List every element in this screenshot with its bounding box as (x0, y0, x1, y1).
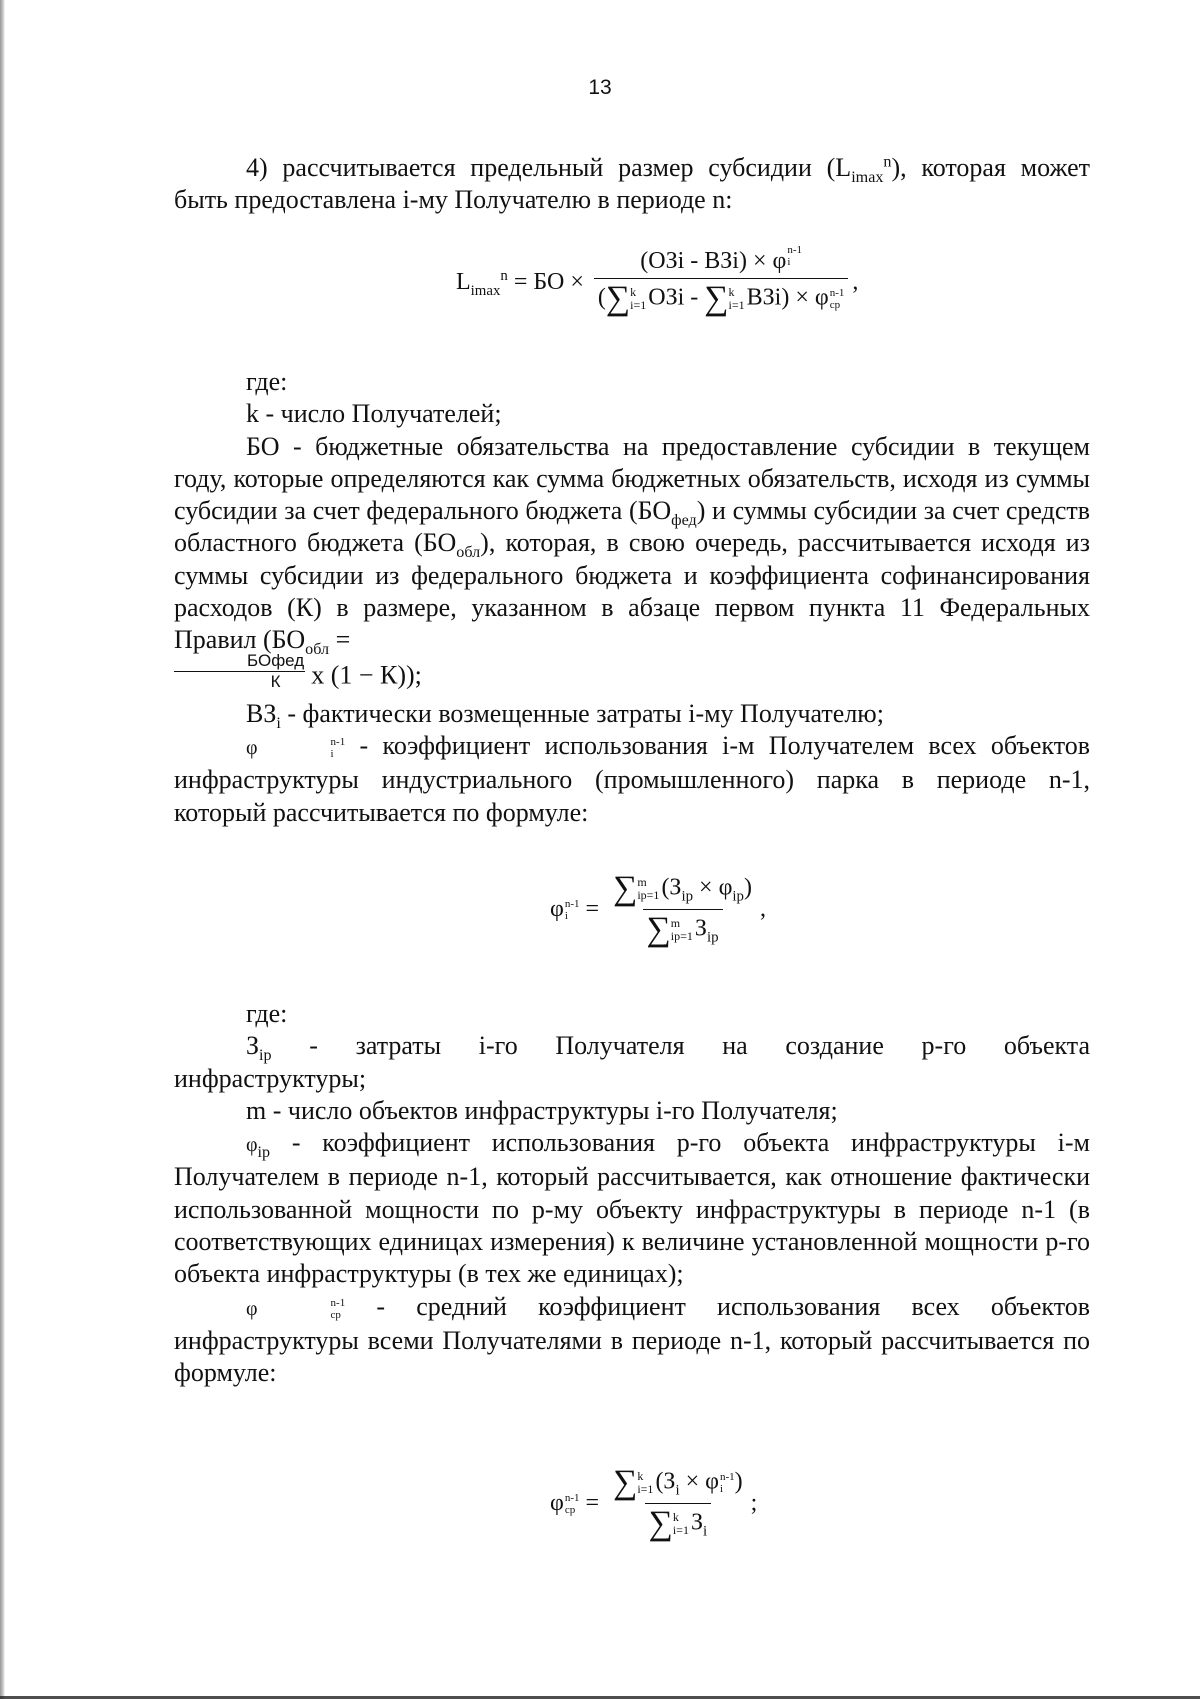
f2-lhs: φ n-1 i (550, 896, 580, 923)
f3-trail: ; (750, 1490, 758, 1516)
definitions-block-1 (174, 366, 1090, 829)
k-definition: k - число Получателей; (246, 399, 502, 429)
f1-fraction (594, 244, 848, 317)
formula-limit (456, 244, 859, 317)
p4-sup: n (883, 153, 892, 171)
f2-fraction (609, 872, 756, 947)
f3-lhs: φ n-1 ср (550, 1490, 580, 1517)
f2-eq: = (579, 896, 606, 922)
phi-i-definition: φ n-1 i - коэффициент использования i-м Получателем всех объектов инфраструктуры индустриального (промышленного) парка в периоде n-1, который рассчитывается по формуле: (174, 730, 1090, 827)
where-label-1: где: (246, 367, 288, 396)
f3-eq: = (579, 1490, 606, 1516)
vz-definition: $ВЗ_i$ - фактически возмещенные затраты i-му Получателю; (246, 698, 884, 732)
bo-definition: БО - бюджетные обязательства на предоставление субсидии в текущем году, которые определяются как сумма бюджетных обязательств, исходя из суммы субсидии за счет федерального бюджета $(БО_{фед})$ и суммы субсидии за счет средств областного бюджета $(БО_{обл})$, которая, в свою очередь, рассчитывается исходя из суммы субсидии из федерального бюджета и коэффициента софинансирования расходов (К) в размере, указанном в абзаце первом пункта 11 Федеральных Правил ($БО_{обл}$ = БОфед К х (1 − К)); (174, 431, 1091, 691)
p4-text-b: ), которая может быть предоставлена i-му Получателю в периоде n: (174, 153, 1090, 215)
m-definition: m - число объектов инфраструктуры i-го Получателя; (246, 1095, 838, 1125)
f1-numerator: (ОЗi - ВЗi) × φ n-1 i (640, 244, 803, 274)
f3-fraction (609, 1466, 747, 1541)
f1-trail: , (852, 268, 859, 295)
p4-sub: imax (851, 169, 884, 187)
p4-text-a: 4) рассчитывается предельный размер субсидии (L (246, 153, 852, 182)
z-definition: $З_{ip}$ - затраты i-го Получателя на создание p-го объекта (246, 1031, 1090, 1065)
f3-numerator: ∑ k i=1 ($З_i \times \varphi$ n-1 i ) (613, 1464, 743, 1501)
phi-ip-definition: $\varphi_{ip}$ - коэффициент использования p-го объекта инфраструктуры i-м Получателем в периоде n-1, который рассчитывается, как отношение фактически использованной мощности по p-му объекту инфраструктуры в периоде n-1 (в соответствующих единицах измерения) к величине установленной мощности p-го объекта инфраструктуры (в тех же единицах); (174, 1128, 1090, 1289)
f1-lhs: $L_{imax}^n$ (456, 267, 508, 299)
f3-denominator: ∑ k i=1 $З_i$ (645, 1503, 712, 1541)
page-number: 13 (588, 76, 612, 99)
f1-eq: = БО × (507, 268, 590, 295)
where-label-2: где: (246, 999, 288, 1028)
phi-sr-definition: φ n-1 ср - средний коэффициент использования всех объектов инфраструктуры всеми Получателями в периоде n-1, который рассчитывается по формуле: (174, 1291, 1090, 1388)
paragraph-4 (174, 152, 1090, 217)
bo-fraction: БОфед К (174, 651, 305, 692)
f2-numerator: ∑ m ip=1 $(З_{ip} \times \varphi_{ip})$ (613, 870, 752, 907)
definitions-block-2 (174, 998, 1090, 1390)
scan-left-edge (0, 0, 5, 1699)
formula-phi-i (550, 872, 766, 947)
f2-trail: , (760, 896, 766, 922)
f1-denominator: (∑ k i=1 ОЗi - ∑ k i=1 ВЗi) × φ n-1 ср (594, 278, 848, 316)
f2-denominator: ∑ m ip=1 $З_{ip}$ (643, 909, 723, 947)
formula-phi-sr (550, 1466, 757, 1541)
z-definition-continued: инфраструктуры; (174, 1063, 367, 1093)
